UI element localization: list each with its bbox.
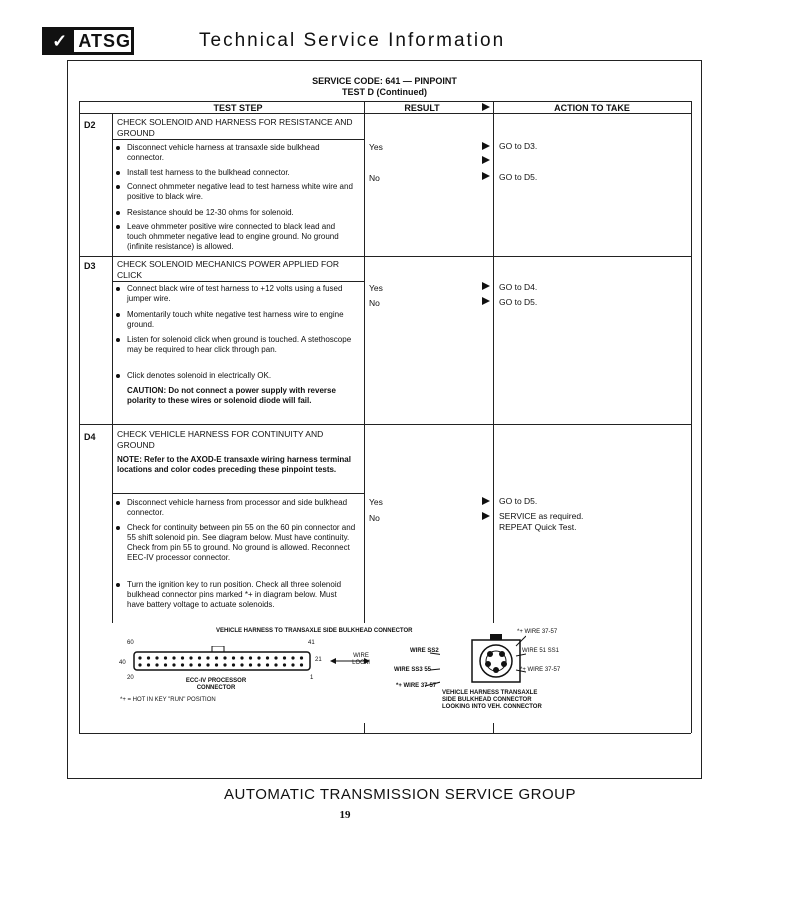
bulkhead-connector-icon <box>466 632 526 690</box>
atsg-logo <box>42 27 134 55</box>
result-no: No <box>369 513 380 523</box>
list-item: Disconnect vehicle harness at transaxle side bulkhead connector. <box>116 143 356 163</box>
arrow-icon <box>482 497 490 505</box>
hot-note: *+ = HOT IN KEY "RUN" POSITION <box>120 697 216 703</box>
arrow-icon <box>482 156 490 164</box>
ecc-connector-icon <box>128 646 316 676</box>
list-item: Connect ohmmeter negative lead to test harness white wire and positive to black wire. <box>116 182 356 202</box>
step-heading: CHECK SOLENOID MECHANICS POWER APPLIED FOR CLICK <box>117 259 339 280</box>
wire-label: WIRE 51 SS1 <box>522 648 560 654</box>
pin-label: 41 <box>308 640 315 646</box>
result-yes: Yes <box>369 497 383 507</box>
arrow-icon <box>482 512 490 520</box>
footer-org: AUTOMATIC TRANSMISSION SERVICE GROUP <box>224 786 576 803</box>
note-text: NOTE: Refer to the AXOD-E transaxle wiring harness terminal locations and color codes preceding these pinpoint tests. <box>117 455 351 474</box>
list-item: Install test harness to the bulkhead connector. <box>116 168 356 178</box>
caution-text: CAUTION: Do not connect a power supply with reverse polarity to these wires or solenoid diode will fail. <box>127 386 336 405</box>
pin-label: 40 <box>119 660 126 666</box>
logo-text: ATSG <box>78 30 131 51</box>
col-test-step: TEST STEP <box>213 103 263 113</box>
list-item: Connect black wire of test harness to +12 volts using a fused jumper wire. <box>116 284 356 304</box>
pin-label: 60 <box>127 640 134 646</box>
pin-label: 1 <box>310 675 314 681</box>
pin-label: 20 <box>127 675 134 681</box>
ecc-label: ECC-IV PROCESSOR CONNECTOR <box>185 678 247 691</box>
wire-label: *+ WIRE 37-57 <box>517 629 558 635</box>
list-item: Listen for solenoid click when ground is touched. A stethoscope may be required to hear click through pan. <box>116 335 356 355</box>
arrow-icon <box>482 172 490 180</box>
list-item: Click denotes solenoid in electrically OK. <box>116 371 356 381</box>
wire-label: WIRE SS2 <box>410 648 439 654</box>
action-text: SERVICE as required. REPEAT Quick Test. <box>499 511 584 532</box>
arrow-icon <box>482 282 490 290</box>
service-code: SERVICE CODE: 641 — PINPOINT <box>312 76 457 86</box>
list-item: Resistance should be 12-30 ohms for solenoid. <box>116 208 356 218</box>
bulkhead-label: VEHICLE HARNESS TRANSAXLE SIDE BULKHEAD CONNECTOR LOOKING INTO VEH. CONNECTOR <box>442 690 542 710</box>
wire-label: *+ WIRE 37-57 <box>396 683 437 689</box>
col-action: ACTION TO TAKE <box>554 103 630 113</box>
wire-label: *+ WIRE 37-57 <box>520 667 561 673</box>
action-text: GO to D5. <box>499 496 538 506</box>
col-result: RESULT <box>404 103 440 113</box>
list-item: Momentarily touch white negative test harness wire to engine ground. <box>116 310 356 330</box>
step-code: D3 <box>84 261 96 271</box>
arrow-icon <box>482 103 490 111</box>
test-heading: TEST D (Continued) <box>342 87 427 97</box>
list-item: Check for continuity between pin 55 on the 60 pin connector and 55 shift solenoid pin. See diagram below. Must have continuity. Check from pin 55 to ground. No ground is allowed. Reconnect EEC-IV processor connector. <box>116 523 356 563</box>
result-no: No <box>369 173 380 183</box>
wire-label: WIRE SS3 55 <box>394 667 432 673</box>
arrow-icon <box>482 297 490 305</box>
diagram-title: VEHICLE HARNESS TO TRANSAXLE SIDE BULKHEAD CONNECTOR <box>216 628 413 634</box>
page-number: 19 <box>339 809 351 821</box>
list-item: Turn the ignition key to run position. Check all three solenoid bulkhead connector pins marked *+ in diagram below. Must have battery voltage to actuate solenoids. <box>116 580 356 610</box>
wire-loom-label: WIRE LOOM <box>352 653 370 666</box>
step-code: D2 <box>84 120 96 130</box>
action-text: GO to D5. <box>499 172 538 182</box>
pin-label: 21 <box>315 657 322 663</box>
step-code: D4 <box>84 432 96 442</box>
action-text: GO to D3. <box>499 141 538 151</box>
list-item: Leave ohmmeter positive wire connected to black lead and touch ohmmeter negative lead to engine ground. No ground (infinite resistance) is allowed. <box>116 222 356 252</box>
list-item: Disconnect vehicle harness from processor and side bulkhead connector. <box>116 498 356 518</box>
check-icon: ✓ <box>45 30 74 52</box>
result-no: No <box>369 298 380 308</box>
result-yes: Yes <box>369 283 383 293</box>
step-heading: CHECK VEHICLE HARNESS FOR CONTINUITY AND GROUND <box>117 429 324 450</box>
result-yes: Yes <box>369 142 383 152</box>
action-text: GO to D4. <box>499 282 538 292</box>
arrow-icon <box>482 142 490 150</box>
page-title: Technical Service Information <box>199 30 506 51</box>
action-text: GO to D5. <box>499 297 538 307</box>
step-heading: CHECK SOLENOID AND HARNESS FOR RESISTANCE AND GROUND <box>117 117 353 138</box>
